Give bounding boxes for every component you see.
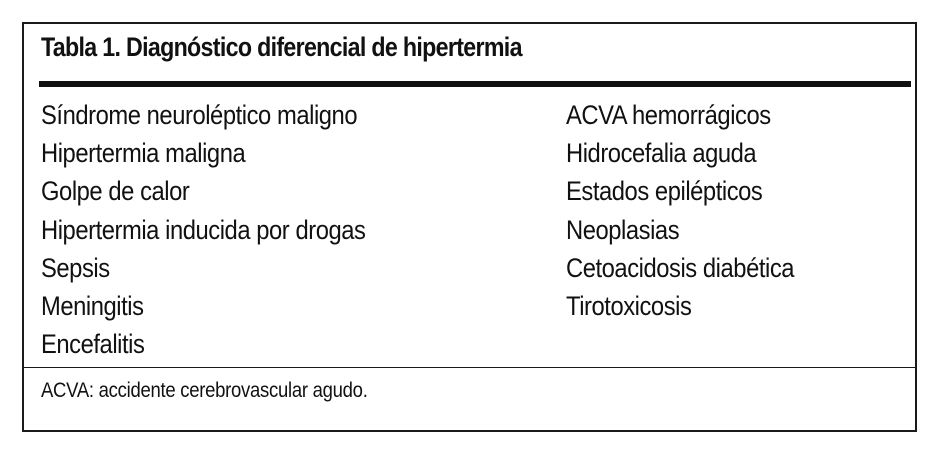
list-item: Hipertermia inducida por drogas [41, 214, 366, 245]
table-title: Tabla 1. Diagnóstico diferencial de hipertermia [41, 32, 522, 62]
right-column-list [566, 96, 825, 325]
list-item: Meningitis [41, 290, 144, 321]
diagnosis-table [22, 22, 917, 432]
left-column-list [41, 96, 410, 363]
list-item: Tirotoxicosis [566, 290, 692, 321]
table-footnote: ACVA: accidente cerebrovascular agudo. [41, 379, 368, 402]
list-item: Hipertermia maligna [41, 138, 246, 169]
list-item: Sepsis [41, 252, 110, 283]
list-item: Neoplasias [566, 214, 680, 245]
title-divider [39, 81, 911, 87]
list-item: Cetoacidosis diabética [566, 252, 795, 283]
footnote-divider [24, 367, 915, 368]
list-item: Síndrome neuroléptico maligno [41, 100, 358, 130]
list-item: Encefalitis [41, 329, 145, 360]
list-item: Estados epilépticos [566, 176, 763, 207]
list-item: Golpe de calor [41, 176, 190, 207]
list-item: ACVA hemorrágicos [566, 100, 771, 130]
list-item: Hidrocefalia aguda [566, 138, 757, 169]
